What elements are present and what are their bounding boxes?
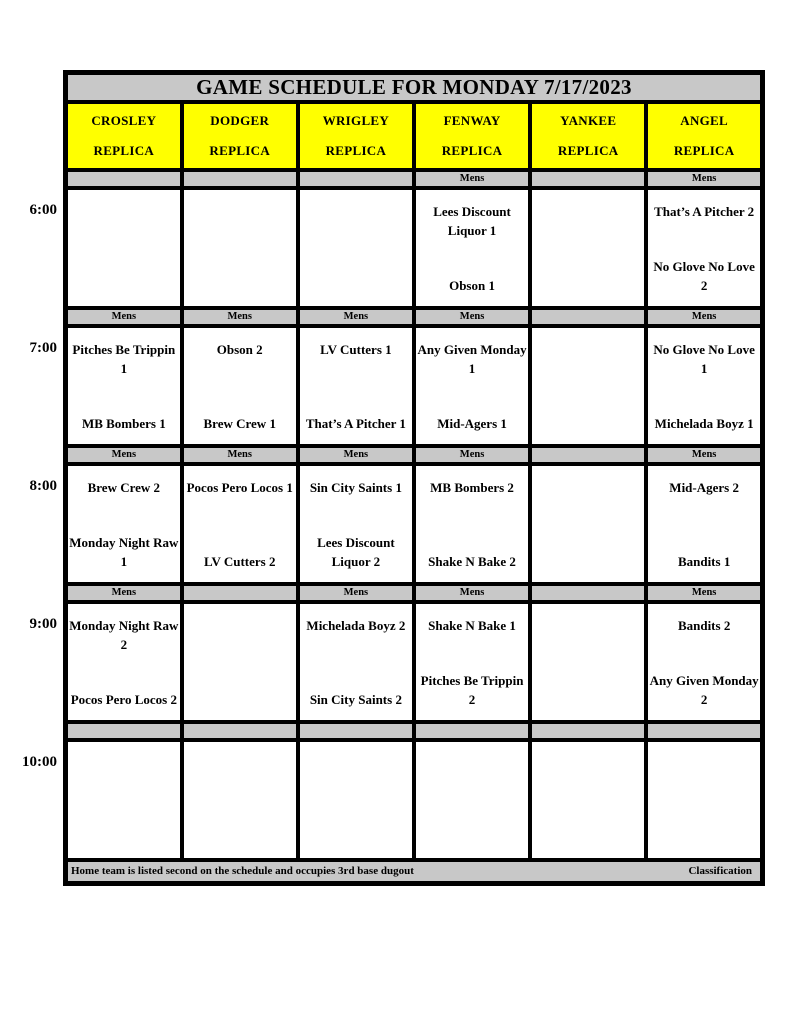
- venue-type: REPLICA: [93, 143, 155, 158]
- venue-header-fenway: [414, 102, 530, 170]
- venue-name: ANGEL: [680, 113, 728, 128]
- division-label-empty: [298, 170, 414, 188]
- game-cell-empty: [66, 188, 182, 308]
- home-team: Shake N Bake 2: [428, 554, 516, 570]
- division-label: Mens: [414, 446, 530, 464]
- home-team: No Glove No Love 2: [653, 259, 755, 294]
- game-cell: [182, 464, 298, 584]
- division-label: Mens: [298, 308, 414, 326]
- division-label-empty: [66, 722, 182, 740]
- division-label: Mens: [298, 446, 414, 464]
- visitor-team: Bandits 2: [677, 618, 731, 633]
- game-cell-empty: [414, 740, 530, 860]
- division-label: Mens: [66, 446, 182, 464]
- visitor-team: Michelada Boyz 2: [306, 618, 406, 633]
- visitor-team: That’s A Pitcher 2: [654, 204, 755, 219]
- home-team: That’s A Pitcher 1: [305, 416, 406, 432]
- game-row: [66, 326, 763, 446]
- home-team: Lees Discount Liquor 2: [317, 535, 395, 570]
- home-team: Pocos Pero Locos 2: [70, 692, 177, 708]
- division-label-empty: [530, 308, 646, 326]
- venue-name: WRIGLEY: [322, 113, 390, 128]
- game-cell-empty: [530, 188, 646, 308]
- footer-bar: [66, 860, 763, 884]
- venue-name: CROSLEY: [91, 113, 157, 128]
- game-cell: [298, 602, 414, 722]
- classification-label: Classification: [688, 865, 752, 877]
- visitor-team: Any Given Monday 1: [417, 342, 527, 376]
- division-label-empty: [530, 584, 646, 602]
- venue-type: REPLICA: [325, 143, 387, 158]
- visitor-team: Monday Night Raw 2: [69, 618, 179, 652]
- game-cell-empty: [298, 188, 414, 308]
- home-team: LV Cutters 2: [203, 554, 276, 570]
- visitor-team: No Glove No Love 1: [653, 342, 755, 376]
- game-cell: [298, 464, 414, 584]
- game-cell-empty: [182, 740, 298, 860]
- division-label: Mens: [414, 308, 530, 326]
- visitor-team: Lees Discount Liquor 1: [433, 204, 511, 238]
- home-team: Obson 1: [449, 278, 495, 294]
- game-cell-empty: [298, 740, 414, 860]
- game-cell: [298, 326, 414, 446]
- game-row: [66, 740, 763, 860]
- division-label: Mens: [414, 584, 530, 602]
- division-strip-row: [66, 170, 763, 188]
- venue-header-angel: [646, 102, 762, 170]
- home-team: Sin City Saints 2: [309, 692, 402, 708]
- visitor-team: Pocos Pero Locos 1: [186, 480, 293, 495]
- game-cell: [66, 464, 182, 584]
- venue-header-yankee: [530, 102, 646, 170]
- division-label-empty: [414, 722, 530, 740]
- home-team: Pitches Be Trippin 2: [420, 673, 524, 708]
- home-team: Michelada Boyz 1: [654, 416, 754, 432]
- time-rail: [0, 0, 57, 1024]
- game-cell: [646, 188, 762, 308]
- game-cell-empty: [530, 464, 646, 584]
- game-cell-empty: [530, 740, 646, 860]
- home-team: Mid-Agers 1: [437, 416, 507, 432]
- venue-name: YANKEE: [560, 113, 617, 128]
- division-strip-row: [66, 308, 763, 326]
- visitor-team: Shake N Bake 1: [428, 618, 516, 633]
- game-cell: [646, 326, 762, 446]
- venue-type: REPLICA: [441, 143, 503, 158]
- division-label-empty: [182, 584, 298, 602]
- home-team: Any Given Monday 2: [649, 673, 759, 708]
- division-label: Mens: [182, 446, 298, 464]
- game-row: [66, 602, 763, 722]
- game-cell-empty: [66, 740, 182, 860]
- game-cell: [414, 602, 530, 722]
- home-team: MB Bombers 1: [81, 416, 166, 432]
- page-title: GAME SCHEDULE FOR MONDAY 7/17/2023: [66, 73, 763, 103]
- time-label: 8:00: [29, 478, 57, 494]
- game-cell: [66, 602, 182, 722]
- division-label-empty: [530, 722, 646, 740]
- division-label-empty: [182, 170, 298, 188]
- division-label-empty: [66, 170, 182, 188]
- schedule-table: [63, 70, 765, 886]
- footer-row: [66, 860, 763, 884]
- game-cell-empty: [182, 188, 298, 308]
- venue-header-wrigley: [298, 102, 414, 170]
- game-cell-empty: [530, 602, 646, 722]
- home-team: Monday Night Raw 1: [69, 535, 179, 570]
- division-label-empty: [530, 446, 646, 464]
- visitor-team: Pitches Be Trippin 1: [72, 342, 176, 376]
- visitor-team: Mid-Agers 2: [669, 480, 739, 495]
- venue-type: REPLICA: [209, 143, 271, 158]
- game-row: [66, 188, 763, 308]
- game-cell: [66, 326, 182, 446]
- time-label: 10:00: [22, 754, 57, 770]
- division-label-empty: [182, 722, 298, 740]
- visitor-team: MB Bombers 2: [430, 480, 514, 495]
- game-cell-empty: [530, 326, 646, 446]
- game-cell: [414, 464, 530, 584]
- division-label: Mens: [298, 584, 414, 602]
- time-label: 6:00: [29, 202, 57, 218]
- venue-header-crosley: [66, 102, 182, 170]
- game-row: [66, 464, 763, 584]
- division-label: Mens: [66, 584, 182, 602]
- game-cell: [414, 188, 530, 308]
- division-label: Mens: [66, 308, 182, 326]
- visitor-team: LV Cutters 1: [320, 342, 392, 357]
- division-strip-row: [66, 722, 763, 740]
- division-label: Mens: [646, 584, 762, 602]
- division-label: Mens: [646, 446, 762, 464]
- venue-header-dodger: [182, 102, 298, 170]
- visitor-team: Obson 2: [216, 342, 263, 357]
- division-label-empty: [298, 722, 414, 740]
- venue-type: REPLICA: [673, 143, 735, 158]
- division-label-empty: [530, 170, 646, 188]
- game-cell-empty: [182, 602, 298, 722]
- visitor-team: Sin City Saints 1: [309, 480, 402, 495]
- venue-name: FENWAY: [443, 113, 501, 128]
- venue-header-row: [66, 102, 763, 170]
- visitor-team: Brew Crew 2: [87, 480, 161, 495]
- division-label: Mens: [414, 170, 530, 188]
- game-cell: [182, 326, 298, 446]
- division-label-empty: [646, 722, 762, 740]
- time-label: 9:00: [29, 616, 57, 632]
- division-strip-row: [66, 446, 763, 464]
- game-cell: [646, 464, 762, 584]
- division-label: Mens: [646, 170, 762, 188]
- home-team-note: Home team is listed second on the schedule and occupies 3rd base dugout: [71, 865, 414, 877]
- division-label: Mens: [646, 308, 762, 326]
- game-cell-empty: [646, 740, 762, 860]
- title-row: [66, 73, 763, 103]
- home-team: Brew Crew 1: [203, 416, 276, 432]
- venue-type: REPLICA: [557, 143, 619, 158]
- home-team: Bandits 1: [677, 554, 731, 570]
- game-cell: [414, 326, 530, 446]
- game-cell: [646, 602, 762, 722]
- time-label: 7:00: [29, 340, 57, 356]
- division-strip-row: [66, 584, 763, 602]
- venue-name: DODGER: [210, 113, 270, 128]
- division-label: Mens: [182, 308, 298, 326]
